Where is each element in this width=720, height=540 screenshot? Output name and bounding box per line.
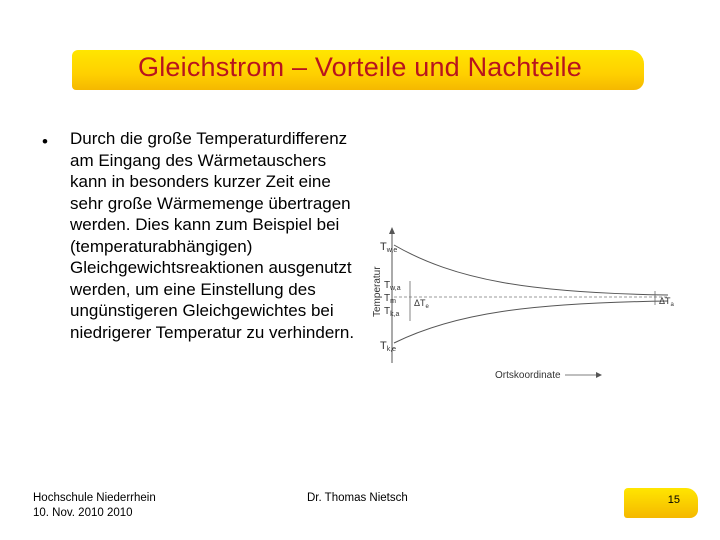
x-axis-arrow [596,372,602,378]
y-axis-label: Temperatur [372,266,383,317]
bullet-marker: • [42,132,48,151]
label-delta-ta: $\Delta T_a$ [659,296,674,308]
label-tm: $T_m$ [384,293,396,305]
label-tk-e: Tk,e [380,340,397,353]
label-delta-te: $\Delta T_e$ [414,298,429,310]
temperature-diagram [360,225,690,395]
label-tw-a: $T_{w,a}$ [384,280,401,292]
label-tk-a: $T_{k,a}$ [384,306,400,318]
label-tw-e: Tw,e [380,241,398,254]
footer-date: 10. Nov. 2010 2010 [33,507,133,519]
page-number: 15 [667,494,680,506]
x-axis-label: Ortskoordinate [495,370,561,381]
cold-fluid-curve [394,301,668,343]
page-title: Gleichstrom – Vorteile und Nachteile [138,52,582,82]
y-axis-arrow [389,227,395,234]
footer-left [33,491,156,521]
bullet-text: Durch die große Temperaturdifferenz am Eingang des Wärmetauschers kann in besonders kurzer Zeit eine sehr große Wärmemenge übertragen werden. Dies kann zum Beispiel bei (temperaturabhängigen) Gleichgewichtsreaktionen ausgenutzt werden, um eine Einstellung des ungünstigeren Gleichgewichtes bei niedrigerer Temperatur zu verhindern. [70,129,355,342]
footer-author: Dr. Thomas Nietsch [307,492,408,504]
footer-institution: Hochschule Niederrhein [33,492,156,504]
page-number-badge [624,488,698,518]
hot-fluid-curve [394,245,668,295]
